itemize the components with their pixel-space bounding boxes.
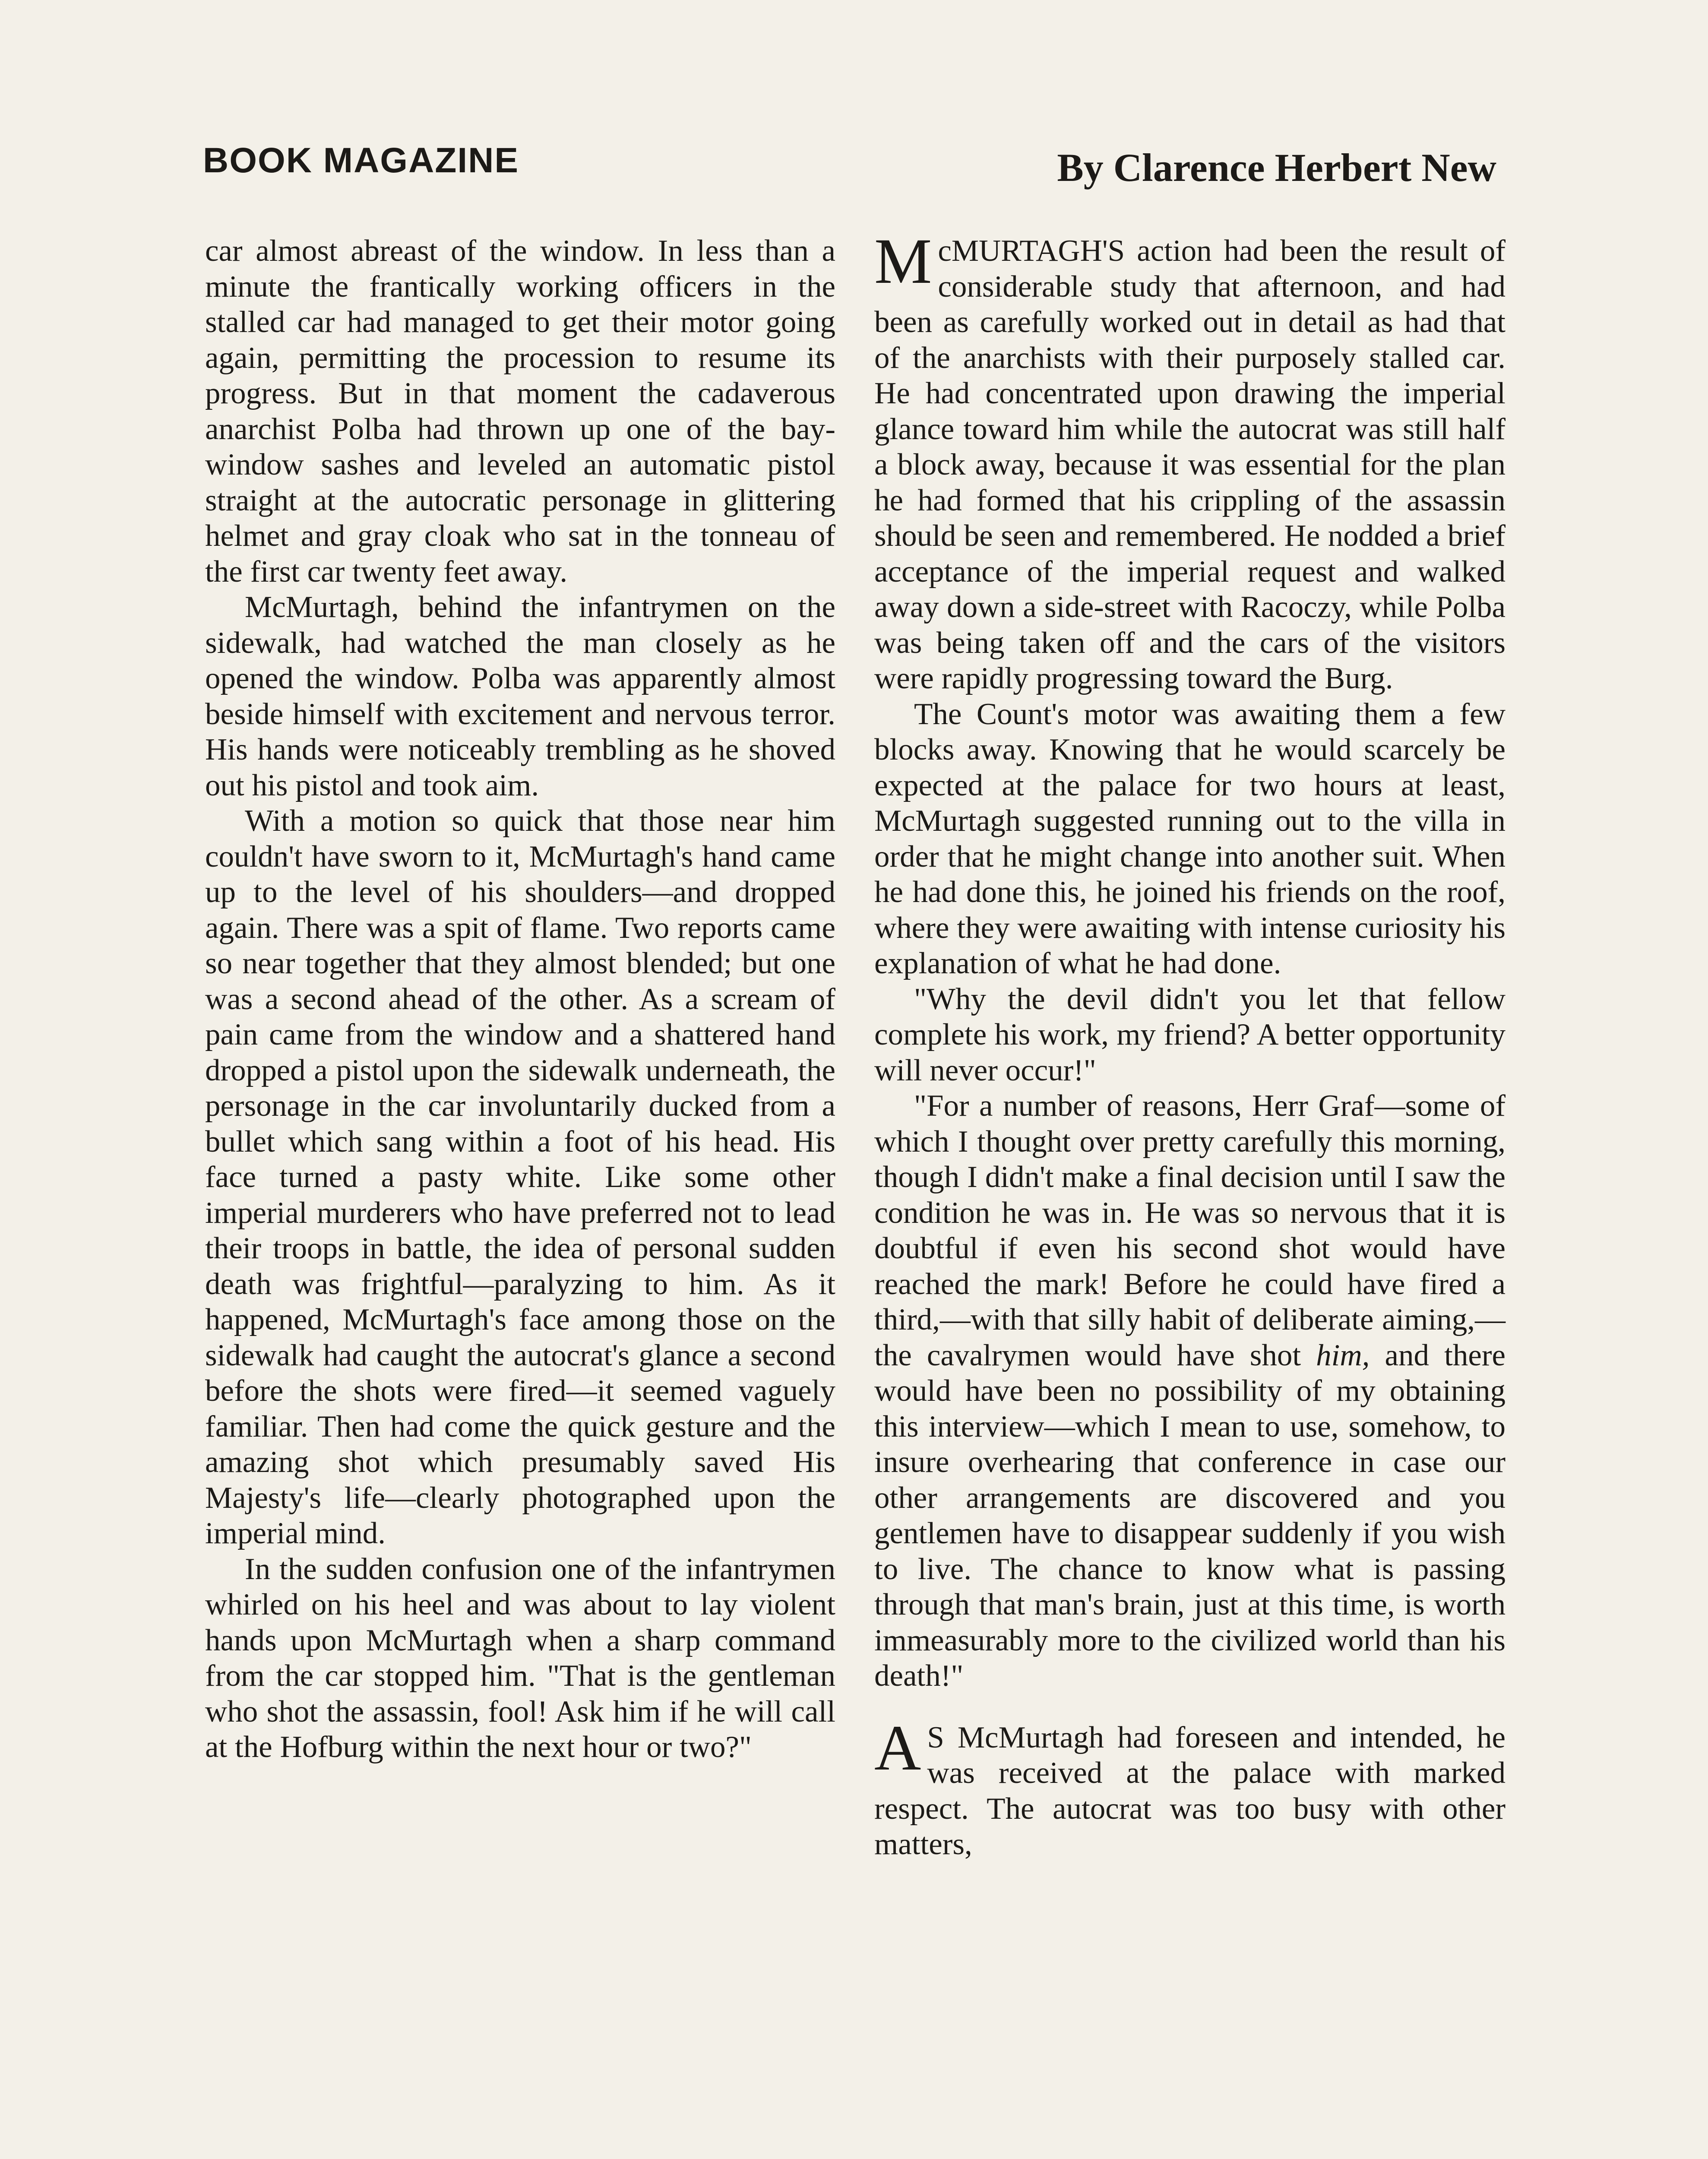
left-paragraph-4: In the sudden confusion one of the infantrymen whirled on his heel and was about to lay violent hands upon McMurtagh when a sharp command from the car stopped him. "That is the gentleman who shot the assassin, fool! Ask him if he will call at the Hofburg within the next hour or two?" bbox=[205, 1552, 835, 1764]
right-paragraph-4-text-a: "For a number of reasons, Herr Graf—some of which I thought over pretty carefully this morning, though I didn't make a final decision until I saw the condition he was in. He was so nervous that it is doubtful if even his second shot would have reached the mark! Before he could have fired a third,—with that silly habit of deliberate aiming,—the cavalrymen would have shot bbox=[874, 1089, 1506, 1372]
right-paragraph-4 bbox=[874, 1088, 1506, 1694]
right-paragraph-3: "Why the devil didn't you let that fellow complete his work, my friend? A better opportunity will never occur!" bbox=[874, 982, 1506, 1087]
right-paragraph-2: The Count's motor was awaiting them a few blocks away. Knowing that he would scarcely be expected at the palace for two hours at least, McMurtagh suggested running out to the villa in order that he might change into another suit. When he had done this, he joined his friends on the roof, where they were awaiting with intense curiosity his explanation of what he had done. bbox=[874, 697, 1506, 980]
right-paragraph-1-text: cMURTAGH'S action had been the result of considerable study that afternoon, and had been as carefully worked out in detail as had that of the anarchists with their purposely stalled car. He had concentrated upon drawing the imperial glance toward him while the autocrat was still half a block away, because it was essential for the plan he had formed that his crippling of the assassin should be seen and remembered. He nodded a brief acceptance of the imperial request and walked away down a side-street with Racoczy, while Polba was being taken off and the cars of the visitors were rapidly progressing toward the Burg. bbox=[874, 234, 1506, 695]
left-column bbox=[205, 233, 835, 1765]
right-column bbox=[874, 225, 1506, 1862]
right-paragraph-5-text: S McMurtagh had foreseen and intended, he was received at the palace with marked respect. The autocrat was too busy with other matters, bbox=[874, 1720, 1506, 1861]
right-paragraph-1 bbox=[874, 225, 1506, 696]
drop-cap-a: A bbox=[874, 1712, 921, 1784]
left-paragraph-2: McMurtagh, behind the infantrymen on the sidewalk, had watched the man closely as he opened the window. Polba was apparently almost beside himself with excitement and nervous terror. His hands were noticeably trembling as he shoved out his pistol and took aim. bbox=[205, 590, 835, 802]
running-head-title: BOOK MAGAZINE bbox=[203, 141, 519, 180]
right-paragraph-5 bbox=[874, 1712, 1506, 1862]
left-paragraph-3: With a motion so quick that those near him couldn't have sworn to it, McMurtagh's hand came up to the level of his shoulders—and dropped again. There was a spit of flame. Two reports came so near together that they almost blended; but one was a second ahead of the other. As a scream of pain came from the window and a shattered hand dropped a pistol upon the sidewalk underneath, the personage in the car involuntarily ducked from a bullet which sang within a foot of his head. His face turned a pasty white. Like some other imperial murderers who have preferred not to lead their troops in battle, the idea of personal sudden death was frightful—paralyzing to him. As it happened, McMurtagh's face among those on the sidewalk had caught the autocrat's glance a second before the shots were fired—it seemed vaguely familiar. Then had come the quick gesture and the amazing shot which presumably saved His Majesty's life—clearly photographed upon the imperial mind. bbox=[205, 804, 835, 1550]
drop-cap-m: M bbox=[874, 225, 932, 297]
running-head-author: By Clarence Herbert New bbox=[1057, 146, 1496, 190]
emphasis-him: him, bbox=[1316, 1338, 1370, 1372]
right-paragraph-4-text-b: and there would have been no possibility of my obtaining this interview—which I mean to use, somehow, to insure overhearing that conference in case our other arrangements are discovered and you gentlemen have to disappear suddenly if you wish to live. The chance to know what is passing through that man's brain, just at this time, is worth immeasurably more to the civilized world than his death!" bbox=[874, 1338, 1506, 1693]
left-paragraph-1: car almost abreast of the window. In less than a minute the frantically working officers in the stalled car had managed to get their motor going again, permitting the procession to resume its progress. But in that moment the cadaverous anarchist Polba had thrown up one of the bay-window sashes and leveled an automatic pistol straight at the autocratic personage in glittering helmet and gray cloak who sat in the tonneau of the first car twenty feet away. bbox=[205, 234, 835, 589]
